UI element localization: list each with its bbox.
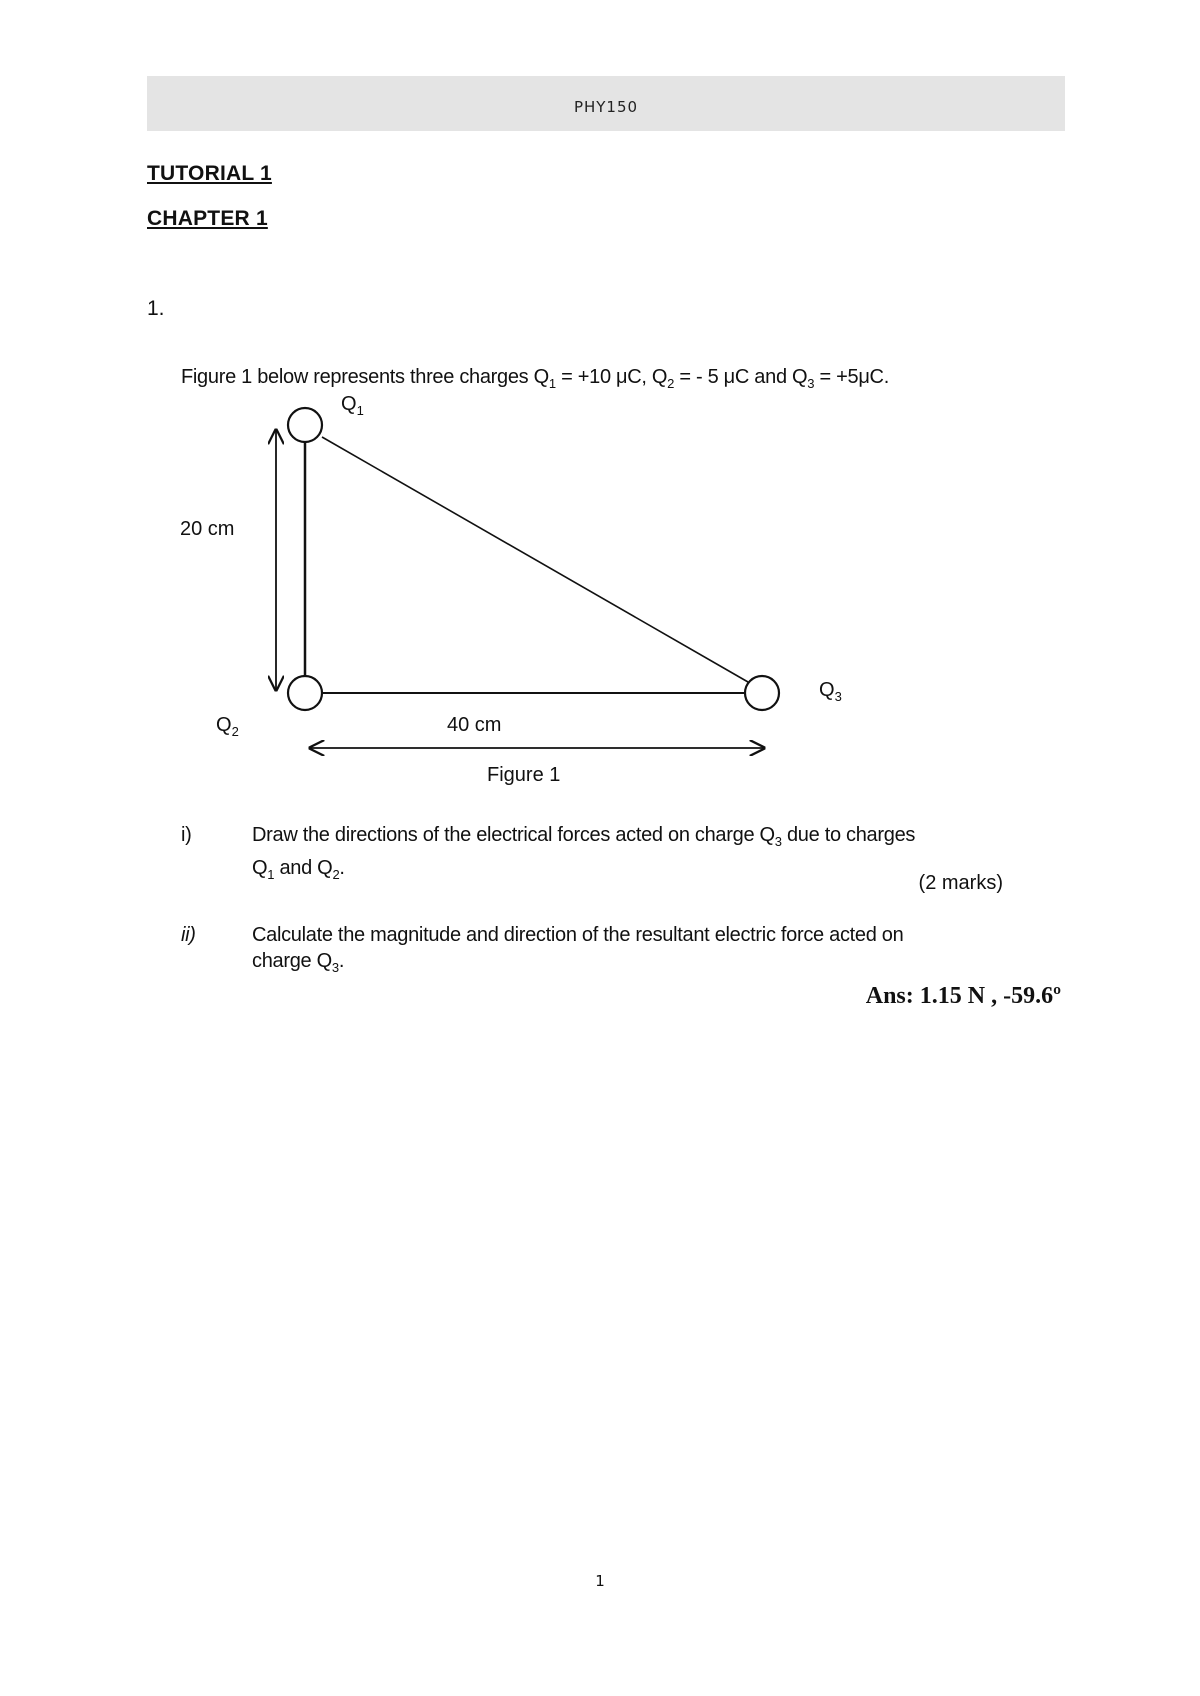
part-ii-label: ii)	[181, 924, 196, 946]
question-number: 1.	[147, 297, 165, 320]
charge-q2-circle	[288, 676, 322, 710]
chapter-heading: CHAPTER 1	[147, 207, 268, 230]
side-q1-q3	[322, 437, 748, 682]
part-ii-text: Calculate the magnitude and direction of the resultant electric force acted on charge $Q_3$.	[252, 924, 904, 975]
page-number: 1	[595, 1572, 605, 1590]
part-i-marks: (2 marks)	[918, 872, 1003, 894]
part-i-text: Draw the directions of the electrical forces acted on charge $Q_3$ due to charges $Q_1$ and $Q_2$.	[252, 824, 916, 882]
part-i-label: i)	[181, 824, 192, 846]
charge-q3-circle	[745, 676, 779, 710]
figure-caption: Figure 1	[487, 764, 561, 786]
label-40cm: 40 cm	[447, 714, 502, 736]
label-20cm: 20 cm	[180, 518, 235, 540]
label-q2: $Q_2$	[216, 714, 239, 739]
header-course-code: PHY150	[573, 98, 639, 116]
label-q1: $Q_1$	[341, 393, 364, 418]
label-q3: $Q_3$	[819, 679, 842, 704]
charge-q1-circle	[288, 408, 322, 442]
answer-text: Ans: 1.15 N , -59.6º	[865, 983, 1061, 1009]
question-intro: Figure 1 below represents three charges $Q_1 = +10$ μC, $Q_2$ = - 5 μC and $Q_3 = +5\mu C$.	[181, 366, 889, 391]
tutorial-heading: TUTORIAL 1	[147, 162, 272, 185]
